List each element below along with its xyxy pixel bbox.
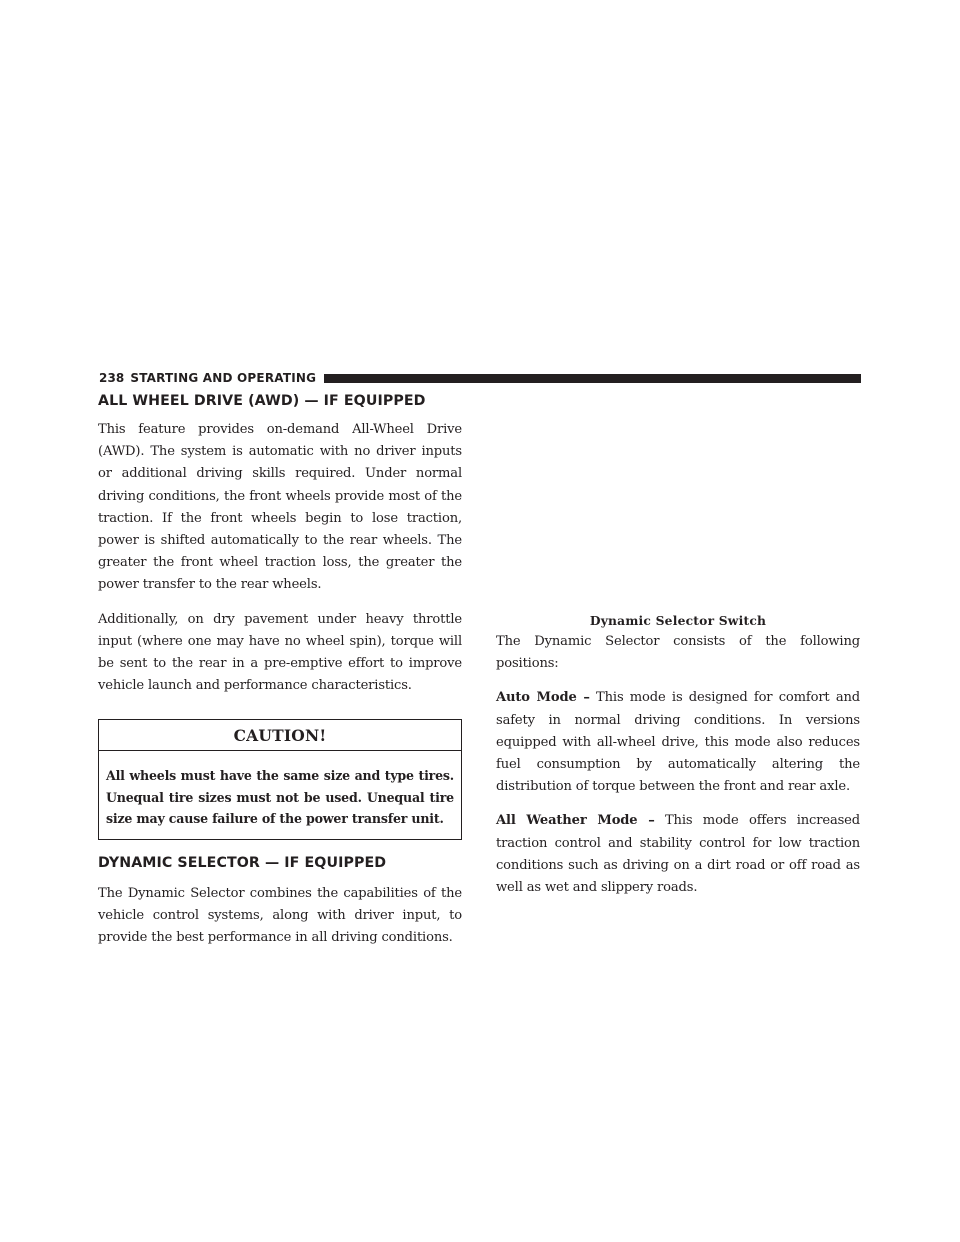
section-title: STARTING AND OPERATING <box>130 371 317 385</box>
header-rule <box>324 374 861 383</box>
figure-caption: Dynamic Selector Switch <box>589 613 767 628</box>
all-weather-mode-paragraph <box>496 810 860 899</box>
all-weather-mode-text: This mode offers increased traction control and stability control for low traction conditions such as driving on a dirt road or off road as well as wet and slippery roads. <box>496 813 861 896</box>
right-column <box>496 390 860 899</box>
positions-intro: The Dynamic Selector consists of the following positions: <box>496 634 860 672</box>
caution-box <box>98 719 462 840</box>
left-column <box>98 390 462 950</box>
caution-text: All wheels must have the same size and type tires. Unequal tire sizes must not be used. Unequal tire size may cause failure of the power transfer unit. <box>106 768 454 827</box>
dynamic-selector-heading: DYNAMIC SELECTOR — IF EQUIPPED <box>98 854 387 871</box>
auto-mode-paragraph <box>496 687 860 798</box>
auto-mode-label: Auto Mode – <box>496 690 590 706</box>
awd-paragraph-2: Additionally, on dry pavement under heavy throttle input (where one may have no wheel spin), torque will be sent to the rear in a pre-emptive effort to improve vehicle launch and performance characteristics. <box>98 611 462 694</box>
page-number: 238 <box>99 371 125 385</box>
awd-paragraph-1: This feature provides on-demand All-Wheel Drive (AWD). The system is automatic with no driver inputs or additional driving skills required. Under normal driving conditions, the front wheels provide most of the traction. If the front wheels begin to lose traction, power is shifted automatically to the rear wheels. The greater the front wheel traction loss, the greater the power transfer to the rear wheels. <box>98 422 462 593</box>
caution-title: CAUTION! <box>99 720 461 751</box>
figure-image-area <box>496 390 860 608</box>
dynamic-selector-paragraph: The Dynamic Selector combines the capabilities of the vehicle control systems, along with driver input, to provide the best performance in all driving conditions. <box>98 885 462 946</box>
all-weather-mode-label: All Weather Mode – <box>496 813 655 829</box>
auto-mode-text: This mode is designed for comfort and safety in normal driving conditions. In versions equipped with all-wheel drive, this mode also reduces fuel consumption by automatically altering the distribution of torque between the front and rear axle. <box>496 690 860 795</box>
running-header <box>99 368 861 388</box>
awd-heading: ALL WHEEL DRIVE (AWD) — IF EQUIPPED <box>98 393 426 409</box>
